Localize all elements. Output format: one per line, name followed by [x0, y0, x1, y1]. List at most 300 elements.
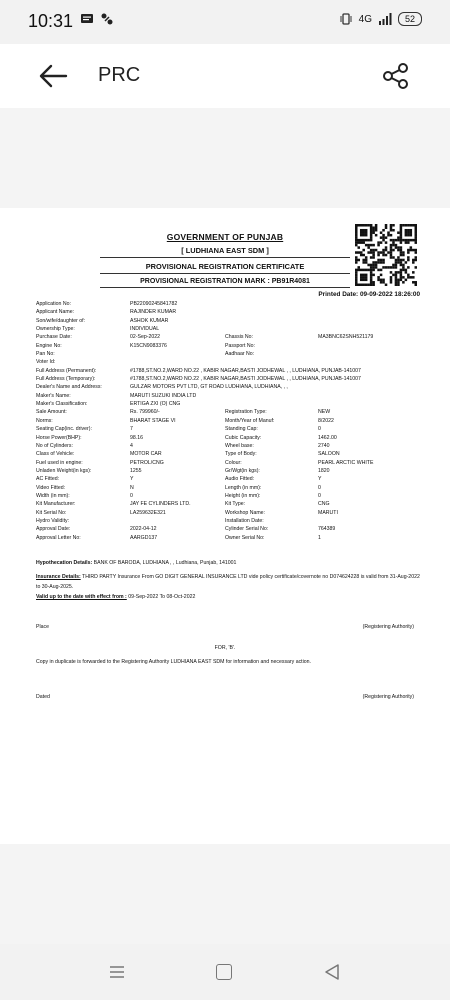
qr-module [395, 276, 398, 279]
qr-module [390, 256, 393, 259]
field-value: 1462.00 [318, 434, 337, 441]
field-value [318, 325, 421, 333]
spec-row [36, 509, 421, 517]
qr-module [395, 264, 398, 267]
field-label: Video Fitted: [36, 484, 66, 491]
qr-module [395, 266, 398, 269]
field-label: Approval Date: [36, 526, 71, 533]
qr-module [392, 266, 395, 269]
qr-module [387, 266, 390, 269]
qr-module [395, 246, 398, 249]
field-value [318, 300, 421, 308]
registering-authority-2: (Registering Authority) [362, 694, 414, 700]
qr-module [372, 244, 375, 247]
field-value [130, 517, 225, 525]
qr-module [377, 261, 380, 264]
qr-module [405, 234, 408, 237]
qr-module [357, 239, 360, 242]
qr-module [365, 261, 368, 264]
qr-module [400, 226, 403, 229]
qr-module [415, 224, 417, 227]
qr-module [372, 226, 375, 229]
qr-module [362, 229, 365, 232]
qr-module [407, 241, 410, 244]
qr-module [392, 241, 395, 244]
office-heading: [ LUDHIANA EAST SDM ] [181, 246, 269, 255]
field-value: 7 [130, 426, 133, 433]
qr-module [400, 279, 403, 282]
qr-module [382, 281, 385, 284]
qr-module [400, 229, 403, 232]
qr-module [397, 256, 400, 259]
qr-module [362, 276, 365, 279]
field-value: 1820 [318, 467, 330, 474]
field-label: Pan No: [36, 351, 55, 358]
qr-module [415, 251, 417, 254]
qr-module [395, 279, 398, 282]
qr-module [385, 236, 388, 239]
qr-module [362, 274, 365, 277]
field-value: Rs. 799960/- [130, 409, 160, 416]
system-nav-bar [0, 944, 450, 1000]
qr-module [370, 269, 373, 272]
qr-module [372, 254, 375, 257]
field-label: Full Address (Temporary): [36, 376, 96, 383]
address-row [36, 375, 421, 383]
qr-module [400, 234, 403, 237]
qr-module [407, 229, 410, 232]
qr-module [415, 234, 417, 237]
qr-module [395, 274, 398, 277]
field-value: 0 [318, 426, 321, 433]
field-label: Horse Power(BHP): [36, 434, 82, 441]
field-value: ERTIGA ZXI (O) CNG [130, 401, 181, 408]
qr-module [365, 256, 368, 259]
qr-module [355, 241, 358, 244]
field-value: MA3BNC62SNH521179 [318, 334, 374, 341]
qr-module [392, 249, 395, 252]
field-label: Registration Type: [225, 409, 267, 416]
field-value: MOTOR CAR [130, 451, 162, 458]
field-label: Fuel used in engine: [36, 459, 83, 466]
qr-module [360, 254, 363, 257]
qr-module [355, 261, 358, 264]
qr-module [382, 259, 385, 262]
qr-module [410, 229, 413, 232]
field-value: #1788,ST.NO.2,WARD NO.22 , KABIR NAGAR,BASTI JODHEWAL , , LUDHIANA, PUNJAB-141007 [130, 376, 361, 383]
qr-module [375, 249, 378, 252]
qr-module [355, 231, 358, 234]
qr-module [370, 231, 373, 234]
qr-module [357, 241, 360, 244]
field-label: Maker's Classification: [36, 401, 88, 408]
qr-module [385, 254, 388, 257]
qr-module [355, 259, 358, 262]
arrow-left-icon[interactable] [38, 62, 68, 90]
qr-module [365, 274, 368, 277]
field-value: ASHOK KUMAR [130, 317, 169, 324]
field-label [225, 300, 318, 308]
qr-module [360, 234, 363, 237]
qr-module [395, 284, 398, 286]
qr-module [407, 239, 410, 242]
qr-module [415, 229, 417, 232]
field-value: BHARAT STAGE VI [130, 417, 176, 424]
sync-icon [100, 12, 114, 26]
qr-module [355, 226, 358, 229]
qr-module [365, 279, 368, 282]
qr-module [390, 246, 393, 249]
qr-module [412, 249, 415, 252]
qr-module [360, 231, 363, 234]
qr-module [365, 229, 368, 232]
field-label [225, 317, 318, 325]
field-label: Norms: [36, 417, 53, 424]
qr-module [365, 276, 368, 279]
qr-module [415, 249, 417, 252]
status-bar [0, 0, 450, 44]
qr-module [400, 231, 403, 234]
address-row [36, 400, 421, 408]
qr-module [372, 249, 375, 252]
qr-module [370, 264, 373, 267]
qr-module [385, 224, 388, 227]
qr-module [392, 224, 395, 227]
qr-module [377, 241, 380, 244]
field-row [36, 325, 421, 333]
field-value: AARGD137 [130, 534, 158, 541]
qr-code-icon [355, 224, 417, 286]
divider [100, 273, 350, 274]
qr-module [415, 259, 417, 262]
qr-module [355, 224, 358, 227]
field-value: 4 [130, 442, 133, 449]
field-value: 1 [318, 534, 321, 541]
qr-module [397, 249, 400, 252]
qr-module [397, 259, 400, 262]
field-label: Owner Serial No: [225, 534, 265, 541]
field-value: SALOON [318, 451, 340, 458]
page-title: PRC [98, 64, 141, 86]
field-value [318, 517, 421, 525]
qr-module [402, 251, 405, 254]
field-label [225, 308, 318, 316]
field-label: Height (in mm): [225, 492, 261, 499]
qr-module [367, 264, 370, 267]
field-value: JAY FE CYLINDERS LTD. [130, 501, 191, 508]
address-row [36, 392, 421, 400]
qr-module [415, 231, 417, 234]
qr-module [382, 234, 385, 237]
qr-module [407, 276, 410, 279]
qr-module [370, 279, 373, 282]
qr-module [392, 229, 395, 232]
qr-module [392, 244, 395, 247]
certificate-document[interactable] [0, 208, 450, 844]
qr-module [375, 264, 378, 267]
qr-module [412, 239, 415, 242]
registration-mark: PROVISIONAL REGISTRATION MARK : PB91R4081 [140, 278, 310, 285]
qr-module [377, 259, 380, 262]
field-value [318, 342, 421, 350]
app-bar [0, 44, 450, 108]
field-value: NEW [318, 409, 331, 416]
field-label: Applicant Name: [36, 309, 75, 316]
qr-module [400, 236, 403, 239]
field-label: Son/wife/daughter of: [36, 317, 86, 324]
qr-module [362, 249, 365, 252]
status-time: 10:31 [28, 11, 74, 31]
menu-icon[interactable] [109, 964, 125, 980]
hypothecation-details [36, 560, 421, 566]
qr-module [367, 239, 370, 242]
field-value: 0 [318, 484, 321, 491]
qr-module [380, 241, 383, 244]
qr-module [395, 259, 398, 262]
qr-module [397, 284, 400, 286]
qr-module [407, 256, 410, 259]
field-value: #1788,ST.NO.2,WARD NO.22 , KABIR NAGAR,BASTI JODHEWAL , , LUDHIANA, PUNJAB-141007 [130, 367, 361, 374]
qr-module [410, 231, 413, 234]
spec-row [36, 517, 421, 525]
field-label: Cylinder Serial No: [225, 526, 269, 533]
field-label: Voter Id: [36, 359, 56, 366]
share-icon[interactable] [382, 62, 410, 90]
message-icon [80, 12, 94, 26]
spec-row [36, 450, 421, 458]
qr-module [380, 251, 383, 254]
qr-module [382, 229, 385, 232]
vibrate-icon [339, 12, 353, 26]
field-row [36, 350, 421, 358]
qr-module [360, 269, 363, 272]
qr-module [355, 256, 358, 259]
qr-module [370, 281, 373, 284]
qr-module [355, 234, 358, 237]
qr-module [407, 224, 410, 227]
qr-module [382, 266, 385, 269]
qr-module [370, 256, 373, 259]
field-value: Y [130, 476, 134, 483]
spec-row [36, 484, 421, 492]
qr-module [392, 239, 395, 242]
field-value [318, 308, 421, 316]
qr-module [355, 271, 358, 274]
hypothecation-label: Hypothecation Details: [36, 560, 93, 566]
qr-module [355, 236, 358, 239]
qr-module [410, 239, 413, 242]
qr-module [390, 266, 393, 269]
field-label: Width (in mm): [36, 492, 70, 499]
spec-row [36, 475, 421, 483]
field-value: 98.16 [130, 434, 143, 441]
qr-module [390, 229, 393, 232]
field-label: Wheel base: [225, 442, 254, 449]
qr-module [367, 269, 370, 272]
qr-module [372, 229, 375, 232]
qr-module [387, 251, 390, 254]
qr-module [367, 284, 370, 286]
qr-module [367, 224, 370, 227]
qr-module [370, 266, 373, 269]
qr-module [407, 266, 410, 269]
qr-module [365, 244, 368, 247]
valid-label: Valid up to the date with effect from : [36, 594, 127, 600]
spec-row [36, 408, 421, 416]
qr-module [372, 261, 375, 264]
qr-module [372, 231, 375, 234]
qr-module [377, 244, 380, 247]
qr-module [360, 276, 363, 279]
qr-module [360, 274, 363, 277]
qr-module [377, 276, 380, 279]
spec-row [36, 434, 421, 442]
field-value: N [130, 484, 134, 491]
field-value: INDIVIDUAL [130, 326, 160, 333]
qr-module [405, 239, 408, 242]
field-value: K15CN9083376 [130, 342, 167, 349]
qr-module [355, 274, 358, 277]
field-label: Cubic Capacity: [225, 434, 262, 441]
qr-module [415, 281, 417, 284]
field-value [318, 317, 421, 325]
field-label: Ownership Type: [36, 326, 75, 333]
qr-module [405, 241, 408, 244]
printed-date: Printed Date: 09-09-2022 18:26:00 [318, 291, 420, 298]
dated-label: Dated [36, 694, 50, 700]
qr-module [400, 271, 403, 274]
back-triangle-icon[interactable] [324, 963, 340, 981]
qr-module [370, 226, 373, 229]
qr-module [405, 229, 408, 232]
field-label: Seating Cap(inc. driver): [36, 426, 92, 433]
qr-module [372, 264, 375, 267]
qr-module [362, 284, 365, 286]
qr-module [360, 241, 363, 244]
signal-icon [378, 12, 392, 26]
qr-module [360, 251, 363, 254]
qr-module [362, 261, 365, 264]
qr-module [390, 244, 393, 247]
qr-module [415, 226, 417, 229]
status-icons-left [80, 12, 114, 26]
qr-module [392, 256, 395, 259]
qr-module [400, 274, 403, 277]
qr-module [370, 284, 373, 286]
qr-module [400, 261, 403, 264]
qr-module [402, 224, 405, 227]
qr-module [385, 249, 388, 252]
field-label: Engine No: [36, 342, 62, 349]
qr-module [385, 246, 388, 249]
insurance-details [36, 572, 421, 602]
qr-module [390, 226, 393, 229]
qr-module [405, 269, 408, 272]
home-icon[interactable] [216, 964, 232, 980]
field-label: Workshop Name: [225, 509, 265, 516]
qr-module [357, 224, 360, 227]
qr-module [380, 279, 383, 282]
qr-module [400, 249, 403, 252]
qr-module [355, 229, 358, 232]
qr-module [372, 281, 375, 284]
insurance-label: Insurance Details: [36, 574, 81, 580]
qr-module [370, 239, 373, 242]
qr-module [415, 236, 417, 239]
field-value: 2022-04-12 [130, 526, 157, 533]
qr-module [407, 231, 410, 234]
field-value: 764389 [318, 526, 336, 533]
qr-module [375, 266, 378, 269]
qr-module [402, 239, 405, 242]
field-label [225, 325, 318, 333]
hypothecation-value: BANK OF BARODA, LUDHIANA , , Ludhiana, Punjab, 141001 [93, 560, 237, 566]
spec-row [36, 417, 421, 425]
qr-module [370, 224, 373, 227]
qr-module [370, 276, 373, 279]
battery-level: 52 [404, 14, 415, 24]
qr-module [400, 224, 403, 227]
spec-row [36, 459, 421, 467]
qr-module [392, 264, 395, 267]
qr-module [402, 269, 405, 272]
qr-module [375, 229, 378, 232]
qr-module [412, 271, 415, 274]
qr-module [355, 239, 358, 242]
qr-module [377, 279, 380, 282]
qr-module [370, 274, 373, 277]
field-label: Colour: [225, 459, 242, 466]
qr-module [397, 231, 400, 234]
qr-module [415, 256, 417, 259]
qr-module [395, 244, 398, 247]
qr-module [375, 224, 378, 227]
field-label: Aadhaar No: [225, 351, 255, 358]
qr-module [380, 231, 383, 234]
qr-module [360, 239, 363, 242]
valid-value: 09-Sep-2022 To 08-Oct-2022 [128, 594, 196, 600]
field-row [36, 317, 421, 325]
field-row [36, 308, 421, 316]
field-value: CNG [318, 501, 330, 508]
qr-module [365, 284, 368, 286]
qr-module [390, 224, 393, 227]
qr-module [397, 281, 400, 284]
qr-module [370, 234, 373, 237]
qr-module [377, 254, 380, 257]
field-row [36, 333, 421, 341]
field-value [318, 358, 421, 366]
spec-row [36, 425, 421, 433]
qr-module [372, 256, 375, 259]
qr-module [367, 246, 370, 249]
qr-module [402, 276, 405, 279]
field-value: PB22090245841782 [130, 301, 178, 307]
field-label: AC Fitted: [36, 476, 60, 483]
qr-module [370, 244, 373, 247]
field-value: 02-Sep-2022 [130, 334, 160, 341]
qr-module [385, 226, 388, 229]
qr-module [415, 266, 417, 269]
qr-module [365, 224, 368, 227]
qr-module [355, 269, 358, 272]
qr-module [405, 231, 408, 234]
qr-module [355, 279, 358, 282]
qr-module [365, 239, 368, 242]
spec-row [36, 534, 421, 542]
qr-module [362, 234, 365, 237]
field-label [225, 358, 318, 366]
